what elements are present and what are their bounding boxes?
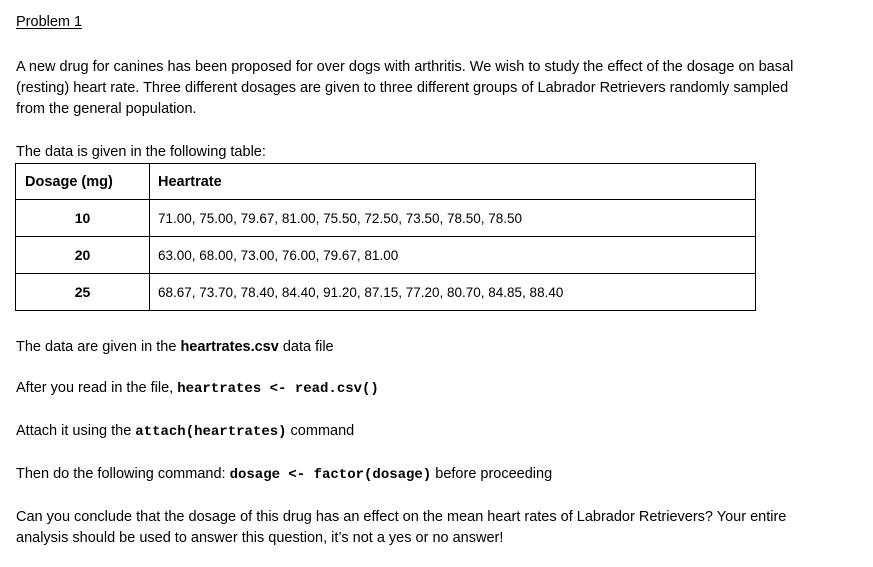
table-row xyxy=(16,274,756,311)
dosage-cell: 20 xyxy=(16,237,150,274)
attach-line xyxy=(16,421,354,443)
read-file-pre: After you read in the file, xyxy=(16,380,178,396)
data-file-line xyxy=(16,337,334,358)
table-caption: The data is given in the following table: xyxy=(16,144,266,160)
question-paragraph xyxy=(16,507,786,549)
table-row xyxy=(16,200,756,237)
question-line-2: analysis should be used to answer this question, it’s not a yes or no answer! xyxy=(16,530,504,546)
heartrate-cell: 63.00, 68.00, 73.00, 76.00, 79.67, 81.00 xyxy=(150,237,756,274)
table-header-row xyxy=(16,164,756,200)
factor-pre: Then do the following command: xyxy=(16,466,230,482)
intro-paragraph xyxy=(16,57,793,120)
column-header-dosage: Dosage (mg) xyxy=(16,164,150,200)
question-line-1: Can you conclude that the dosage of this drug has an effect on the mean heart rates of Labrador Retrievers? Your entire xyxy=(16,509,787,525)
intro-line-2: (resting) heart rate. Three different dosages are given to three different groups of Labrador Retrievers randomly sampled xyxy=(16,80,789,96)
factor-code: dosage <- factor(dosage) xyxy=(229,467,432,483)
data-file-name: heartrates.csv xyxy=(180,339,279,355)
data-file-pre: The data are given in the xyxy=(16,339,181,355)
read-csv-code: heartrates <- read.csv() xyxy=(177,381,379,397)
attach-pre: Attach it using the xyxy=(16,423,136,439)
attach-post: command xyxy=(286,423,355,439)
table-row xyxy=(16,237,756,274)
factor-post: before proceeding xyxy=(431,466,553,482)
factor-line xyxy=(16,464,552,486)
dosage-heartrate-table xyxy=(15,163,756,311)
intro-line-3: from the general population. xyxy=(16,101,197,117)
column-header-heartrate: Heartrate xyxy=(150,164,756,200)
intro-line-1: A new drug for canines has been proposed for over dogs with arthritis. We wish to study the effect of the dosage on basal xyxy=(16,59,794,75)
problem-title: Problem 1 xyxy=(16,14,83,30)
data-file-post: data file xyxy=(278,339,334,355)
dosage-cell: 25 xyxy=(16,274,150,311)
dosage-cell: 10 xyxy=(16,200,150,237)
read-file-line xyxy=(16,378,379,400)
attach-code: attach(heartrates) xyxy=(135,424,287,440)
heartrate-cell: 68.67, 73.70, 78.40, 84.40, 91.20, 87.15, 77.20, 80.70, 84.85, 88.40 xyxy=(150,274,756,311)
heartrate-cell: 71.00, 75.00, 79.67, 81.00, 75.50, 72.50, 73.50, 78.50, 78.50 xyxy=(150,200,756,237)
